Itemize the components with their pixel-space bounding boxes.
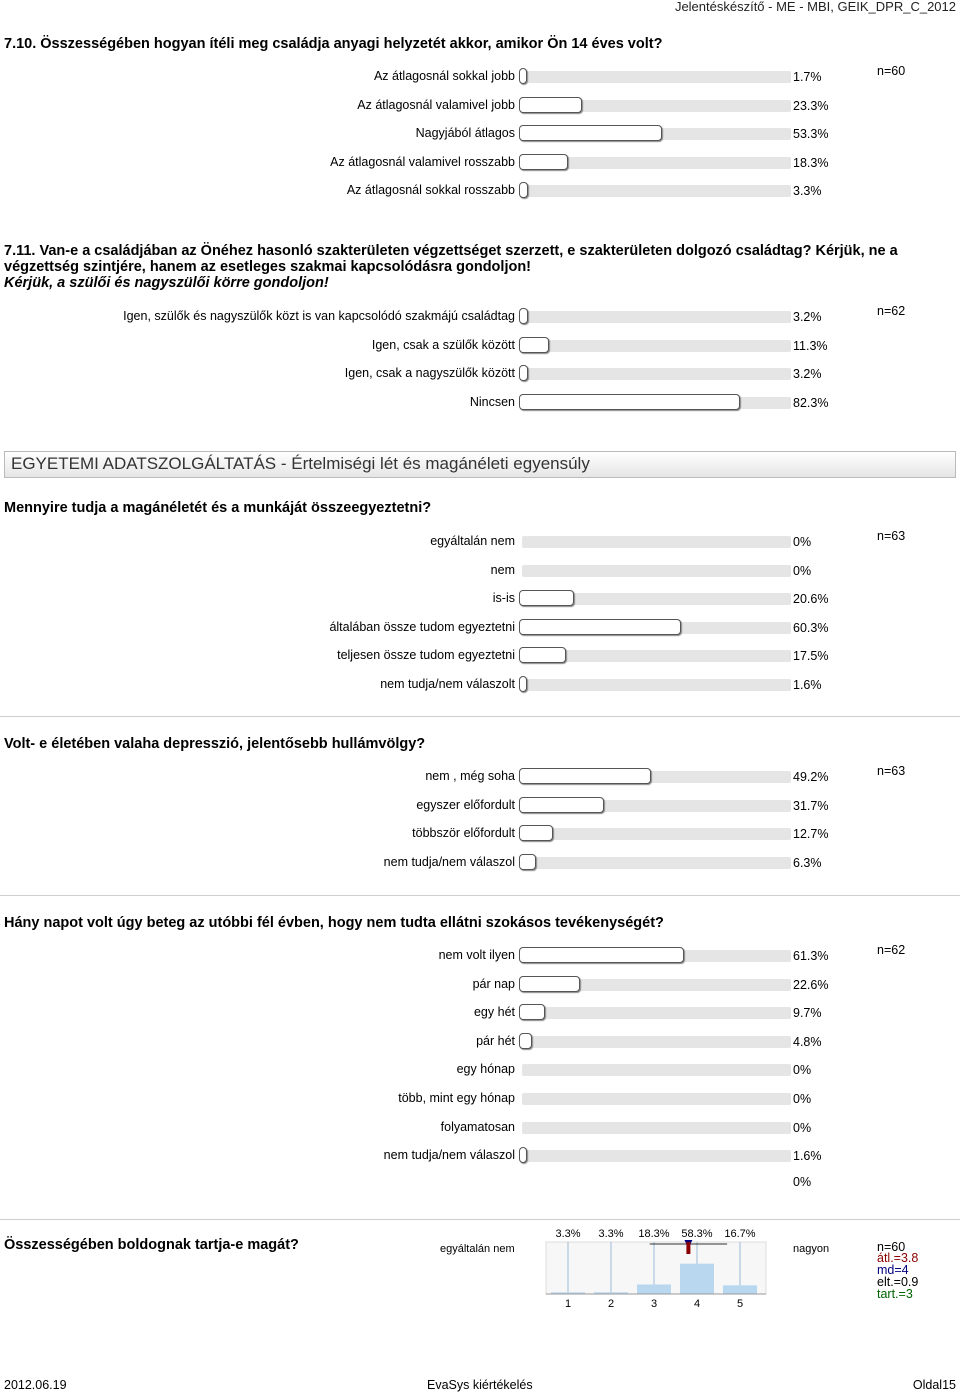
separator [0,1219,960,1220]
sample-size: n=62 [877,943,906,957]
answer-label: Igen, csak a szülők között [371,337,515,352]
answer-label: Nagyjából átlagos [415,126,515,140]
question-title-sick-days: Hány napot volt úgy beteg az utóbbi fél évben, hogy nem tudta ellátni szokásos tevékenységét? [4,915,664,931]
answer-percentage: 3.2% [793,367,822,382]
question-text: 7.11. Van-e a családjában az Önéhez hasonló szakterületen végzettséget szerzett, e szakterületen dolgozó családtag? Kérjük, ne a végzettség szintjére, hanem az esetleges szakmai kapcsolódásra gondoljon! [4,243,898,275]
answer-percentage: 60.3% [793,620,829,635]
question-title-depression: Volt- e életében valaha depresszió, jelentősebb hullámvölgy? [4,736,426,752]
bar-fill [519,768,651,784]
answer-label: egy hónap [456,1062,515,1077]
answer-bar [519,1147,791,1163]
answer-percentage: 23.3% [793,98,829,113]
answer-label: pár nap [472,976,515,991]
answer-label: nem tudja/nem válaszolt [380,677,515,691]
answer-percentage: 12.7% [793,827,829,842]
bar-fill [519,590,574,606]
answer-label: általában össze tudom egyeztetni [329,619,515,634]
histogram-bar [723,1285,757,1294]
bar-track [522,536,791,548]
bar-fill [519,647,566,663]
bar-fill [519,619,681,635]
answer-percentage: 18.3% [793,155,829,170]
answer-bar [519,125,791,141]
stat-abstain: tart.=3 [877,1287,913,1301]
answer-bar [519,562,791,578]
bar-track [522,1122,791,1134]
answer-bar [519,797,791,813]
answer-label: teljesen össze tudom egyeztetni [337,648,515,663]
bar-fill [519,308,528,324]
histogram-category-label: 4 [693,1298,701,1310]
bar-track [522,565,791,577]
stat-median: md=4 [877,1263,909,1277]
answer-bar [519,533,791,549]
answer-bar [519,154,791,170]
bar-track [522,1093,791,1105]
answer-percentage: 20.6% [793,592,829,607]
answer-label: egy hét [473,1005,515,1020]
bar-track [522,185,791,197]
answer-percentage: 0% [793,1092,812,1106]
footer-date: 2012.06.19 [4,1378,67,1392]
sample-size: n=62 [877,304,906,318]
answer-percentage: 0% [793,563,812,578]
bar-fill [519,125,662,141]
bar-fill [519,797,604,813]
answer-percentage: 22.6% [793,977,829,992]
answer-bar [519,647,791,663]
answer-percentage: 9.7% [793,1006,822,1021]
bar-fill [519,825,553,841]
separator [0,716,960,717]
histogram-bar-label: 18.3% [638,1228,670,1240]
answer-label: Nincsen [469,395,515,410]
answer-label: több, mint egy hónap [398,1091,515,1105]
answer-label: Az átlagosnál valamivel rosszabb [330,154,515,169]
bar-track [522,679,791,691]
answer-bar [519,619,791,635]
answer-label: Az átlagosnál sokkal jobb [373,69,515,83]
question-title-7-11 [4,243,954,291]
bar-track [522,828,791,840]
answer-percentage: 82.3% [793,396,829,411]
bar-fill [519,337,549,353]
answer-label: folyamatosan [440,1119,515,1134]
histogram-category-label: 3 [650,1298,658,1310]
histogram-bar [637,1284,671,1294]
answer-label: Az átlagosnál sokkal rosszabb [346,183,515,197]
answer-percentage: 31.7% [793,798,829,813]
answer-bar [519,976,791,992]
histogram-right-label: nagyon [793,1243,830,1255]
answer-percentage: 17.5% [793,649,829,664]
answer-bar [519,1119,791,1135]
answer-percentage: 0% [793,1063,812,1078]
histogram-category-label: 5 [736,1298,744,1310]
answer-label: nem , még soha [425,769,515,783]
bar-fill [519,97,582,113]
footer-page: Oldal15 [912,1378,956,1392]
footer-center: EvaSys kiértékelés [427,1378,533,1392]
answer-percentage: 3.2% [793,310,822,324]
answer-label: Igen, csak a nagyszülők között [344,366,515,381]
question-title-work-life: Mennyire tudja a magánéletét és a munkáját összeegyeztetni? [4,500,432,516]
answer-bar [519,182,791,198]
bar-track [522,311,791,323]
question-subtitle: Kérjük, a szülői és nagyszülői körre gondoljon! [4,275,329,291]
histogram-category-label: 2 [607,1298,615,1310]
answer-label: is-is [492,591,515,606]
answer-label: nem tudja/nem válaszol [383,854,515,869]
answer-bar [519,1061,791,1077]
bar-track [522,1036,791,1048]
answer-label: pár hét [476,1033,515,1048]
answer-percentage: 4.8% [793,1034,822,1049]
report-header: Jelentéskészítő - ME - MBI, GEIK_DPR_C_2012 [674,0,956,14]
answer-label: többször előfordult [412,826,515,841]
bar-fill [519,182,528,198]
answer-label: nem tudja/nem válaszol [383,1148,515,1163]
histogram-category-label: 1 [564,1298,572,1310]
answer-label: nem [490,562,515,577]
answer-bar [519,947,791,963]
answer-percentage: 61.3% [793,949,829,963]
bar-track [522,71,791,83]
answer-bar [519,854,791,870]
histogram-bar-label: 3.3% [598,1228,624,1240]
extra-percentage: 0% [793,1175,812,1189]
bar-fill [519,154,568,170]
histogram-bar [680,1264,714,1294]
bar-track [522,1064,791,1076]
histogram-mean-marker [686,1242,690,1254]
bar-fill [519,1147,527,1163]
histogram-bar-label: 58.3% [681,1228,713,1240]
answer-percentage: 1.6% [793,1149,822,1164]
answer-label: egyáltalán nem [430,534,515,548]
answer-percentage: 1.6% [793,678,822,692]
question-title-7-10: 7.10. Összességében hogyan ítéli meg családja anyagi helyzetét akkor, amikor Ön 14 éves volt? [4,36,663,52]
bar-fill [519,676,527,692]
answer-bar [519,97,791,113]
answer-percentage: 49.2% [793,770,829,784]
bar-fill [519,947,684,963]
bar-fill [519,854,536,870]
answer-label: Igen, szülők és nagyszülők közt is van kapcsolódó szakmájú családtag [123,309,515,323]
answer-bar [519,676,791,692]
bar-fill [519,1033,532,1049]
answer-bar [519,337,791,353]
answer-percentage: 6.3% [793,855,822,870]
answer-bar [519,825,791,841]
bar-track [522,340,791,352]
answer-bar [519,590,791,606]
stat-mean: átl.=3.8 [877,1251,919,1265]
sample-size: n=63 [877,764,906,778]
answer-bar [519,1090,791,1106]
answer-label: nem volt ilyen [438,948,515,962]
answer-percentage: 3.3% [793,184,822,198]
answer-percentage: 0% [793,535,812,549]
bar-fill [519,976,580,992]
answer-percentage: 11.3% [793,338,828,353]
sample-size: n=60 [877,64,906,78]
bar-fill [519,1004,545,1020]
bar-fill [519,365,528,381]
answer-percentage: 0% [793,1120,812,1135]
bar-track [522,1007,791,1019]
sample-size: n=63 [877,529,906,543]
bar-track [522,368,791,380]
bar-fill [519,68,527,84]
answer-bar [519,365,791,381]
answer-percentage: 1.7% [793,70,822,84]
histogram-n: n=60 [877,1240,906,1254]
answer-label: egyszer előfordult [416,797,515,812]
section-title: EGYETEMI ADATSZOLGÁLTATÁS - Értelmiségi lét és magánéleti egyensúly [4,451,956,478]
question-title-happiness: Összességében boldognak tartja-e magát? [4,1237,299,1253]
answer-bar [519,308,791,324]
answer-bar [519,68,791,84]
answer-label: Az átlagosnál valamivel jobb [357,97,515,112]
bar-track [522,857,791,869]
separator [0,895,960,896]
bar-track [522,1150,791,1162]
answer-percentage: 53.3% [793,127,829,141]
histogram-left-label: egyáltalán nem [440,1243,515,1255]
answer-bar [519,394,791,410]
histogram-bar-label: 16.7% [724,1228,756,1240]
answer-bar [519,768,791,784]
happiness-histogram [540,1224,780,1312]
histogram-bar-label: 3.3% [555,1228,581,1240]
stat-sd: elt.=0.9 [877,1275,919,1289]
bar-fill [519,394,740,410]
answer-bar [519,1033,791,1049]
answer-bar [519,1004,791,1020]
